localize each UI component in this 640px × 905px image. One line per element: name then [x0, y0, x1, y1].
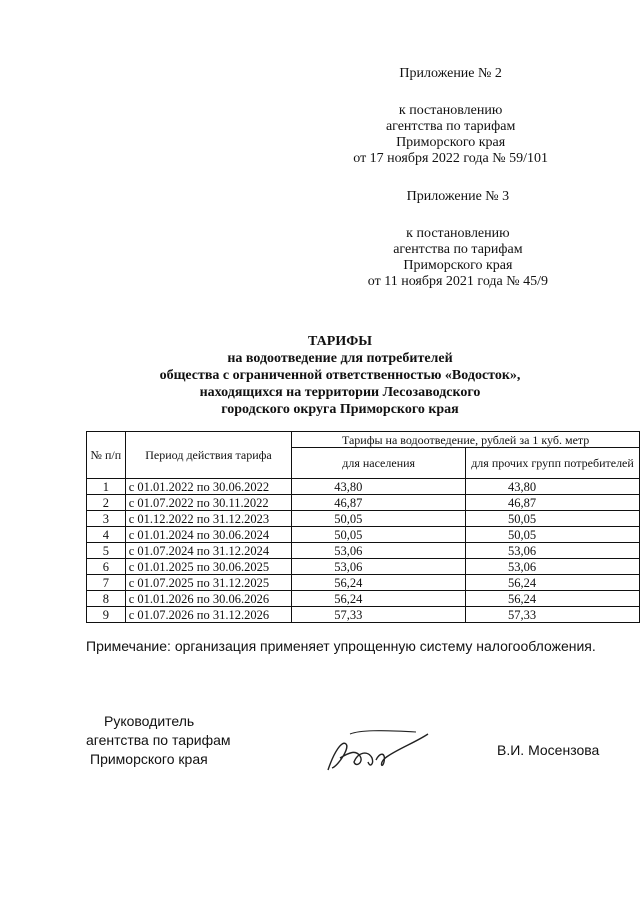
row-tariff-others: 43,80 — [466, 479, 640, 495]
tariff-rows — [87, 479, 640, 623]
appendix-2-line: агентства по тарифам — [385, 119, 516, 134]
row-tariff-others: 50,05 — [466, 511, 640, 527]
col-header-period: Период действия тарифа — [125, 432, 292, 479]
row-tariff-others: 50,05 — [466, 527, 640, 543]
row-tariff-population: 50,05 — [292, 511, 466, 527]
row-number: 4 — [87, 527, 126, 543]
signatory-line: агентства по тарифам — [86, 732, 231, 748]
signatory-name: В.И. Мосензова — [497, 742, 600, 758]
row-period: с 01.01.2025 по 30.06.2025 — [125, 559, 292, 575]
row-tariff-population: 57,33 — [292, 607, 466, 623]
row-tariff-others: 53,06 — [466, 543, 640, 559]
row-period: с 01.07.2024 по 31.12.2024 — [125, 543, 292, 559]
appendix-3-line: от 11 ноября 2021 года № 45/9 — [367, 274, 548, 289]
signatory-line: Приморского края — [90, 751, 208, 767]
row-tariff-others: 56,24 — [466, 575, 640, 591]
table-row — [87, 559, 640, 575]
row-tariff-population: 53,06 — [292, 543, 466, 559]
handwritten-signature — [320, 722, 430, 782]
table-row — [87, 543, 640, 559]
heading-title: ТАРИФЫ — [308, 334, 372, 349]
document-heading — [60, 333, 620, 418]
row-tariff-population: 43,80 — [292, 479, 466, 495]
tariffs-table — [86, 431, 640, 623]
note: Примечание: организация применяет упрощенную систему налогообложения. — [86, 638, 596, 654]
appendix-2-title: Приложение № 2 — [399, 66, 502, 81]
row-tariff-population: 53,06 — [292, 559, 466, 575]
appendix-2-line: от 17 ноября 2022 года № 59/101 — [353, 151, 548, 166]
row-tariff-others: 56,24 — [466, 591, 640, 607]
row-tariff-population: 56,24 — [292, 575, 466, 591]
row-number: 1 — [87, 479, 126, 495]
row-period: с 01.07.2025 по 31.12.2025 — [125, 575, 292, 591]
col-header-number: № п/п — [87, 432, 126, 479]
row-number: 7 — [87, 575, 126, 591]
signatory-line: Руководитель — [104, 713, 195, 729]
row-number: 3 — [87, 511, 126, 527]
table-row — [87, 527, 640, 543]
appendix-2-line: к постановлению — [398, 103, 503, 118]
col-header-tariffs: Тарифы на водоотведение, рублей за 1 куб. метр — [292, 432, 640, 448]
signatory-title — [86, 712, 231, 769]
row-number: 6 — [87, 559, 126, 575]
row-period: с 01.12.2022 по 31.12.2023 — [125, 511, 292, 527]
appendix-3-line: Приморского края — [403, 258, 513, 273]
appendix-3-line: к постановлению — [406, 226, 510, 241]
row-number: 5 — [87, 543, 126, 559]
row-tariff-population: 50,05 — [292, 527, 466, 543]
row-period: с 01.01.2024 по 30.06.2024 — [125, 527, 292, 543]
row-number: 8 — [87, 591, 126, 607]
row-tariff-population: 56,24 — [292, 591, 466, 607]
row-period: с 01.07.2022 по 30.11.2022 — [125, 495, 292, 511]
appendix-3-block — [368, 189, 548, 290]
row-period: с 01.01.2026 по 30.06.2026 — [125, 591, 292, 607]
col-header-others: для прочих групп потребителей — [466, 448, 640, 479]
row-tariff-others: 53,06 — [466, 559, 640, 575]
table-row — [87, 495, 640, 511]
heading-line: на водоотведение для потребителей — [227, 351, 453, 366]
table-row — [87, 479, 640, 495]
appendix-3-title: Приложение № 3 — [406, 189, 510, 204]
row-tariff-others: 57,33 — [466, 607, 640, 623]
row-number: 2 — [87, 495, 126, 511]
table-row — [87, 575, 640, 591]
row-number: 9 — [87, 607, 126, 623]
heading-line: находящихся на территории Лесозаводского — [199, 385, 481, 400]
row-tariff-others: 46,87 — [466, 495, 640, 511]
table-row — [87, 607, 640, 623]
appendix-2-block — [353, 66, 548, 167]
row-period: с 01.01.2022 по 30.06.2022 — [125, 479, 292, 495]
appendix-3-line: агентства по тарифам — [393, 242, 523, 257]
heading-line: общества с ограниченной ответственностью «Водосток», — [159, 368, 521, 383]
row-period: с 01.07.2026 по 31.12.2026 — [125, 607, 292, 623]
table-row — [87, 511, 640, 527]
row-tariff-population: 46,87 — [292, 495, 466, 511]
col-header-population: для населения — [292, 448, 466, 479]
heading-line: городского округа Приморского края — [221, 402, 459, 417]
appendix-2-line: Приморского края — [396, 135, 506, 150]
table-row — [87, 591, 640, 607]
